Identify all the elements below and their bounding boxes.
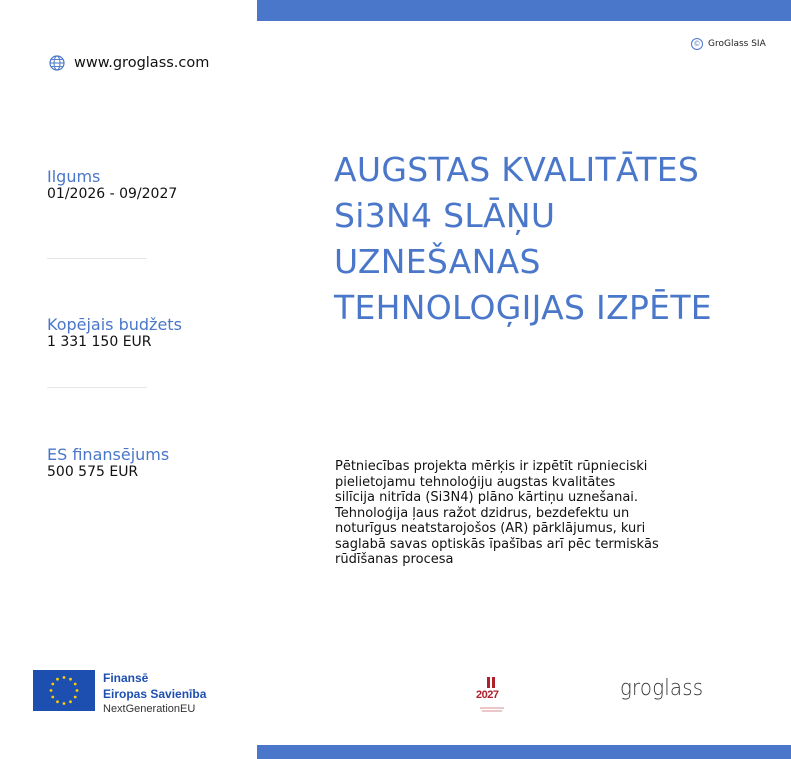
description-line: Pētniecības projekta mērķis ir izpētīt rūpnieciski	[335, 459, 648, 474]
description-line: noturīgus neatstarojošos (AR) pārklājumus, kuri	[335, 521, 646, 536]
latvia-2027-logo	[474, 676, 510, 720]
groglass-logo	[620, 673, 720, 707]
eu-funding-block	[47, 445, 169, 481]
title-line: AUGSTAS KVALITĀTES	[334, 150, 700, 189]
divider	[47, 258, 147, 259]
description-line: pielietojamu tehnoloģiju augstas kvalitātes	[335, 474, 616, 490]
eu-flag-icon	[33, 670, 95, 711]
copyright-notice	[691, 38, 766, 50]
eu-funding-logo	[33, 670, 206, 717]
globe-icon	[49, 55, 65, 71]
eu-funding-value: 500 575 EUR	[47, 464, 139, 480]
project-title	[334, 147, 784, 331]
description-line: rūdīšanas procesa	[335, 552, 454, 567]
groglass-wordmark-icon	[620, 673, 720, 707]
copyright-icon: ©	[691, 38, 703, 50]
total-budget-label: Kopējais budžets	[47, 315, 182, 334]
top-accent-bar	[257, 0, 791, 21]
duration-label: Ilgums	[47, 167, 101, 186]
eu-funded-by: Finansē	[103, 671, 149, 685]
title-line: TEHNOLOĢIJAS IZPĒTE	[334, 288, 712, 327]
description-line: saglabā savas optiskās īpašības arī pēc termiskās	[335, 536, 659, 552]
website-url: www.groglass.com	[74, 55, 210, 71]
bottom-accent-bar	[257, 745, 791, 759]
total-budget-block	[47, 315, 182, 351]
eu-program: NextGenerationEU	[103, 703, 196, 715]
divider	[47, 387, 147, 388]
description-line: silīcija nitrīda (Si3N4) plāno kārtiņu uznešanai.	[335, 490, 639, 505]
title-line: UZNEŠANAS	[334, 242, 541, 281]
total-budget-value: 1 331 150 EUR	[47, 334, 152, 350]
duration-block	[47, 167, 177, 203]
project-description	[335, 459, 695, 568]
website-link[interactable]	[49, 55, 209, 71]
latvia-year: 2027	[476, 689, 499, 701]
eu-funding-label: ES finansējums	[47, 445, 170, 464]
title-line: Si3N4 SLĀŅU	[334, 196, 556, 235]
description-line: Tehnoloģija ļaus ražot dzidrus, bezdefektu un	[335, 505, 630, 521]
eu-name: Eiropas Savienība	[103, 687, 207, 701]
svg-text:groglass: groglass	[620, 675, 704, 701]
copyright-text: GroGlass SIA	[708, 39, 766, 49]
duration-value: 01/2026 - 09/2027	[47, 186, 178, 202]
